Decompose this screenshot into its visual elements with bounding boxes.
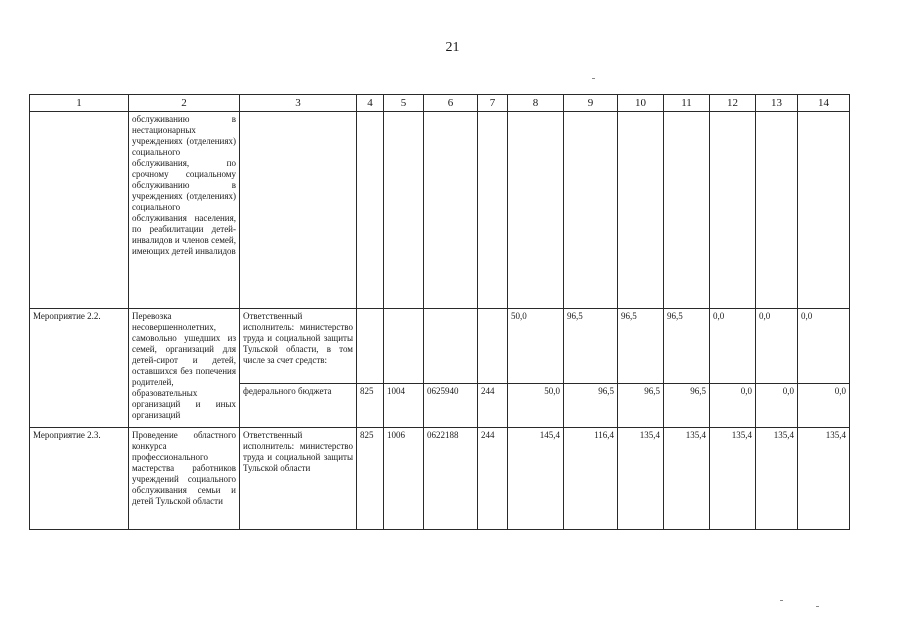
value-cell: 50,0 [508,384,564,428]
value-cell: 96,5 [564,384,618,428]
col-header: 9 [564,95,618,112]
cell [30,112,129,309]
code-cell: 244 [478,384,508,428]
cell [710,112,756,309]
col-header: 5 [384,95,424,112]
code-cell: 0625940 [424,384,478,428]
value-cell: 0,0 [710,309,756,384]
value-cell: 145,4 [508,428,564,530]
code-cell: 825 [357,384,384,428]
value-cell: 135,4 [798,428,850,530]
value-cell: 135,4 [618,428,664,530]
value-cell: 0,0 [710,384,756,428]
value-cell: 96,5 [564,309,618,384]
col-header: 11 [664,95,710,112]
col-header: 4 [357,95,384,112]
value-cell: 96,5 [664,309,710,384]
value-cell: 0,0 [798,384,850,428]
cell [357,112,384,309]
col-header: 1 [30,95,129,112]
cell [508,112,564,309]
activity-name-cell: обслуживанию в нестационарных учреждениях (отделениях) социального обслуживания, по срочному социальному обслуживанию в учреждениях (отделениях) социального обслуживания населения, по реабилитации детей-инвалидов и членов семей, имеющих детей инвалидов [129,112,240,309]
scan-speck [816,606,819,607]
cell [756,112,798,309]
col-header: 7 [478,95,508,112]
code-cell: 1004 [384,384,424,428]
value-cell: 0,0 [756,384,798,428]
cell [664,112,710,309]
activity-name-cell: Перевозка несовершеннолетних, самовольно ушедших из семей, организаций для детей-сирот и детей, оставшихся без попечения родителей, образовательных организаций и иных организаций [129,309,240,428]
activity-name-cell: Проведение областного конкурса профессионального мастерства работников учреждений социального обслуживания семьи и детей Тульской области [129,428,240,530]
cell [384,309,424,384]
executor-cell: Ответственный исполнитель: министерство труда и социальной защиты Тульской области, в том числе за счет средств: [240,309,357,384]
funding-source-cell: федерального бюджета [240,384,357,428]
col-header: 13 [756,95,798,112]
code-cell: 244 [478,428,508,530]
value-cell: 50,0 [508,309,564,384]
cell [357,309,384,384]
table-row-2-2 [30,309,850,384]
scan-speck [592,78,595,79]
cell [618,112,664,309]
value-cell: 96,5 [618,384,664,428]
col-header: 2 [129,95,240,112]
activity-label-cell: Мероприятие 2.2. [30,309,129,428]
cell [478,309,508,384]
cell [478,112,508,309]
value-cell: 0,0 [798,309,850,384]
value-cell: 116,4 [564,428,618,530]
col-header: 3 [240,95,357,112]
cell [798,112,850,309]
code-cell: 825 [357,428,384,530]
activity-label-cell: Мероприятие 2.3. [30,428,129,530]
header-row [30,95,850,112]
cell [564,112,618,309]
cell [240,112,357,309]
value-cell: 135,4 [664,428,710,530]
col-header: 12 [710,95,756,112]
value-cell: 135,4 [710,428,756,530]
scan-speck [780,600,783,601]
table-row-2-3 [30,428,850,530]
value-cell: 96,5 [664,384,710,428]
value-cell: 0,0 [756,309,798,384]
cell [424,309,478,384]
col-header: 6 [424,95,478,112]
table-row-continuation [30,112,850,309]
col-header: 14 [798,95,850,112]
page-number: 21 [445,40,460,55]
code-cell: 1006 [384,428,424,530]
code-cell: 0622188 [424,428,478,530]
value-cell: 96,5 [618,309,664,384]
cell [384,112,424,309]
value-cell: 135,4 [756,428,798,530]
col-header: 8 [508,95,564,112]
executor-cell: Ответственный исполнитель: министерство труда и социальной защиты Тульской области [240,428,357,530]
cell [424,112,478,309]
col-header: 10 [618,95,664,112]
budget-table [29,94,850,530]
